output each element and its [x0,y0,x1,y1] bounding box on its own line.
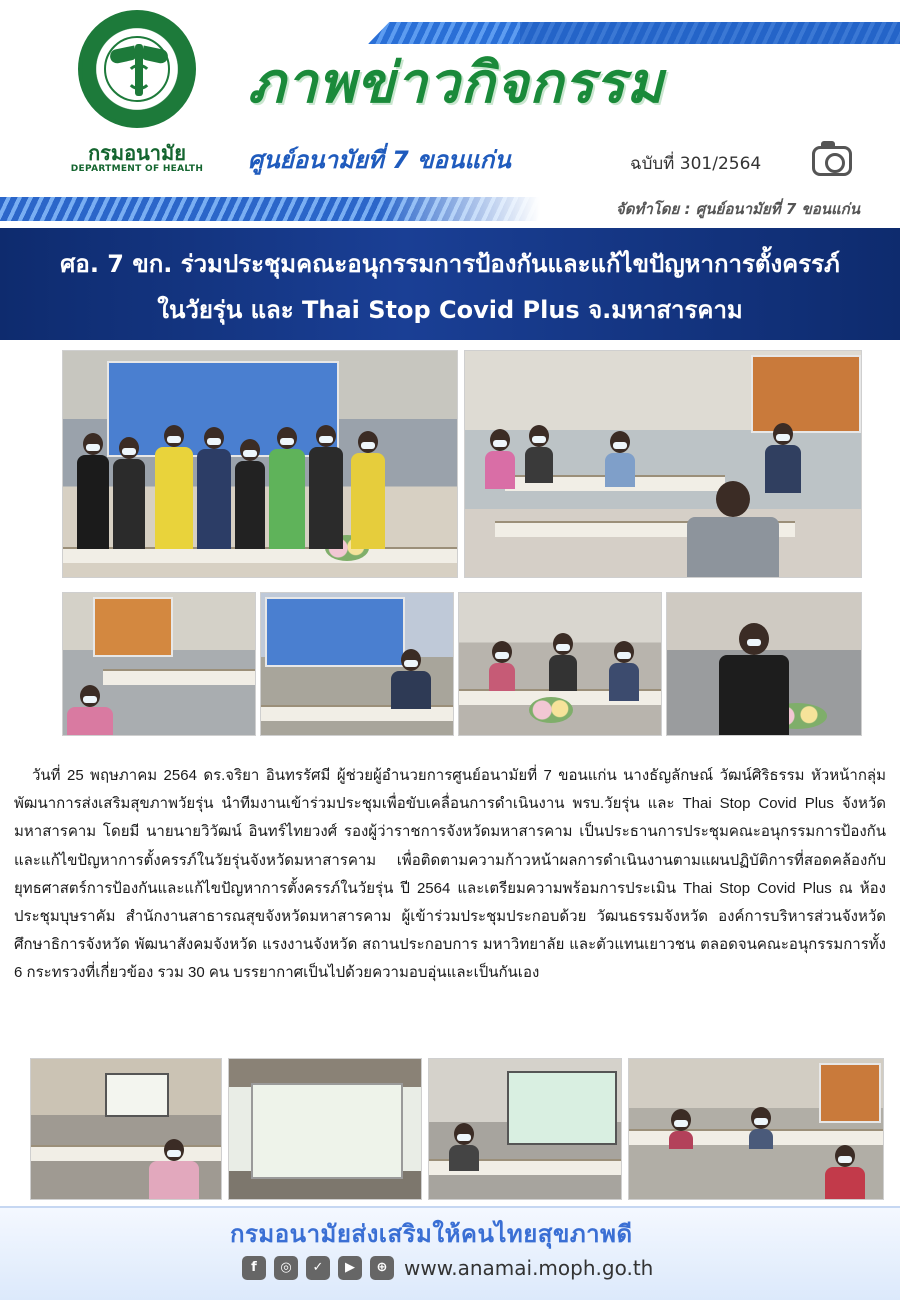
photo-person [391,649,431,709]
seal-wing-right [141,45,169,64]
photo-person [149,1139,199,1200]
photo-banner [819,1063,881,1123]
social-links [242,1256,394,1280]
photo-presentation-slide [228,1058,422,1200]
photo-meeting-room [464,350,862,578]
web-icon[interactable]: ⊕ [370,1256,394,1280]
photo-person [155,425,193,549]
footer-slogan: กรมอนามัยส่งเสริมให้คนไทยสุขภาพดี [230,1220,633,1248]
photo-person [449,1123,479,1171]
org-name-thai: กรมอนามัย [88,141,186,165]
photo-banner [93,597,173,657]
photo-person [719,623,789,736]
photo-meeting-attendees [458,592,662,736]
photo-screen [507,1071,617,1145]
website-link[interactable]: www.anamai.moph.go.th [404,1256,654,1280]
caduceus-snake [126,64,152,90]
youtube-icon[interactable]: ▶ [338,1256,362,1280]
camera-icon [812,146,852,176]
photo-person [269,427,305,549]
photo-presentation-audience [30,1058,222,1200]
photo-person [605,431,635,487]
photo-screen [251,1083,403,1179]
photo-person [549,633,577,691]
photo-person [309,425,343,549]
photo-flowers [529,697,573,723]
decorative-stripe-top-shade [520,22,900,44]
photo-banner [265,597,405,667]
facebook-icon[interactable]: f [242,1256,266,1280]
photo-speaker [666,592,862,736]
photo-person [77,433,109,549]
decorative-stripe-fade [380,197,540,221]
photo-meeting-banner [260,592,454,736]
photo-banner [751,355,861,433]
photo-person [67,685,113,736]
photo-person [351,431,385,549]
photo-person [825,1145,865,1200]
photo-person [485,429,515,489]
issue-number: ฉบับที่ 301/2564 [630,154,762,174]
messenger-icon[interactable]: ◎ [274,1256,298,1280]
photo-person [749,1107,773,1149]
headline-line-2: ในวัยรุ่น และ Thai Stop Covid Plus จ.มหาสารคาม [157,296,743,324]
twitter-icon[interactable]: ✓ [306,1256,330,1280]
photo-meeting-side [62,592,256,736]
headline-line-1: ศอ. 7 ขก. ร่วมประชุมคณะอนุกรรมการป้องกันและแก้ไขปัญหาการตั้งครรภ์ [60,250,840,278]
photo-person [609,641,639,701]
article-body: วันที่ 25 พฤษภาคม 2564 ดร.จริยา อินทรรัศมี ผู้ช่วยผู้อำนวยการศูนย์อนามัยที่ 7 ขอนแก่น นางธัญลักษณ์ วัฒน์ศิริธรรม หัวหน้ากลุ่มพัฒนาการส่งเสริมสุขภาพวัยรุ่น นำทีมงานเข้าร่วมประชุมเพื่อขับเคลื่อนการดำเนินงาน พรบ.วัยรุ่น และ Thai Stop Covid Plus จังหวัดมหาสารคาม โดยมี นายนายวิวัฒน์ อินทร์ไทยวงศ์ รองผู้ว่าราชการจังหวัดมหาสารคาม เป็นประธานการประชุมคณะอนุกรรมการป้องกันและแก้ไขปัญหาการตั้งครรภ์ในวัยรุ่นจังหวัดมหาสารคาม เพื่อติดตามความก้าวหน้าผลการดำเนินงานตามแผนปฏิบัติการที่สอดคล้องกับยุทธศาสตร์การป้องกันและแก้ไขปัญหาการตั้งครรภ์ในวัยรุ่น ปี 2564 และเตรียมความพร้อมการประเมิน Thai Stop Covid Plus ณ ห้องประชุมบุษราคัม สำนักงานสาธารณสุขจังหวัดมหาสารคาม ผู้เข้าร่วมประชุมประกอบด้วย วัฒนธรรมจังหวัด องค์การบริหารส่วนจังหวัด ศึกษาธิการจังหวัด พัฒนาสังคมจังหวัด แรงงานจังหวัด สถานประกอบการ มหาวิทยาลัย และตัวแทนเยาวชน ตลอดจนคณะอนุกรรมการทั้ง 6 กระทรวงที่เกี่ยวข้อง รวม 30 คน บรรยากาศเป็นไปด้วยความอบอุ่นและเป็นกันเอง [14,767,886,982]
page-title: ภาพข่าวกิจกรรม [248,51,665,116]
photo-table [103,669,256,685]
photo-person [197,427,231,549]
photo-presentation-who [428,1058,622,1200]
center-name: ศูนย์อนามัยที่ 7 ขอนแก่น [248,146,511,174]
newsletter-header [0,0,900,228]
photo-person [525,425,553,483]
org-name-english: DEPARTMENT OF HEALTH [70,164,204,174]
photo-person [489,641,515,691]
photo-group-portrait [62,350,458,578]
seal-inner [104,36,170,102]
seal-wing-left [109,45,137,64]
photo-table [63,547,458,563]
photo-person [669,1109,693,1149]
photo-screen [105,1073,169,1117]
photo-person [687,481,779,578]
photo-meeting-wide [628,1058,884,1200]
photo-person [113,437,145,549]
made-by-credit: จัดทำโดย : ศูนย์อนามัยที่ 7 ขอนแก่น [615,200,860,218]
ministry-of-public-health-seal-icon [78,10,196,128]
photo-person [235,439,265,549]
